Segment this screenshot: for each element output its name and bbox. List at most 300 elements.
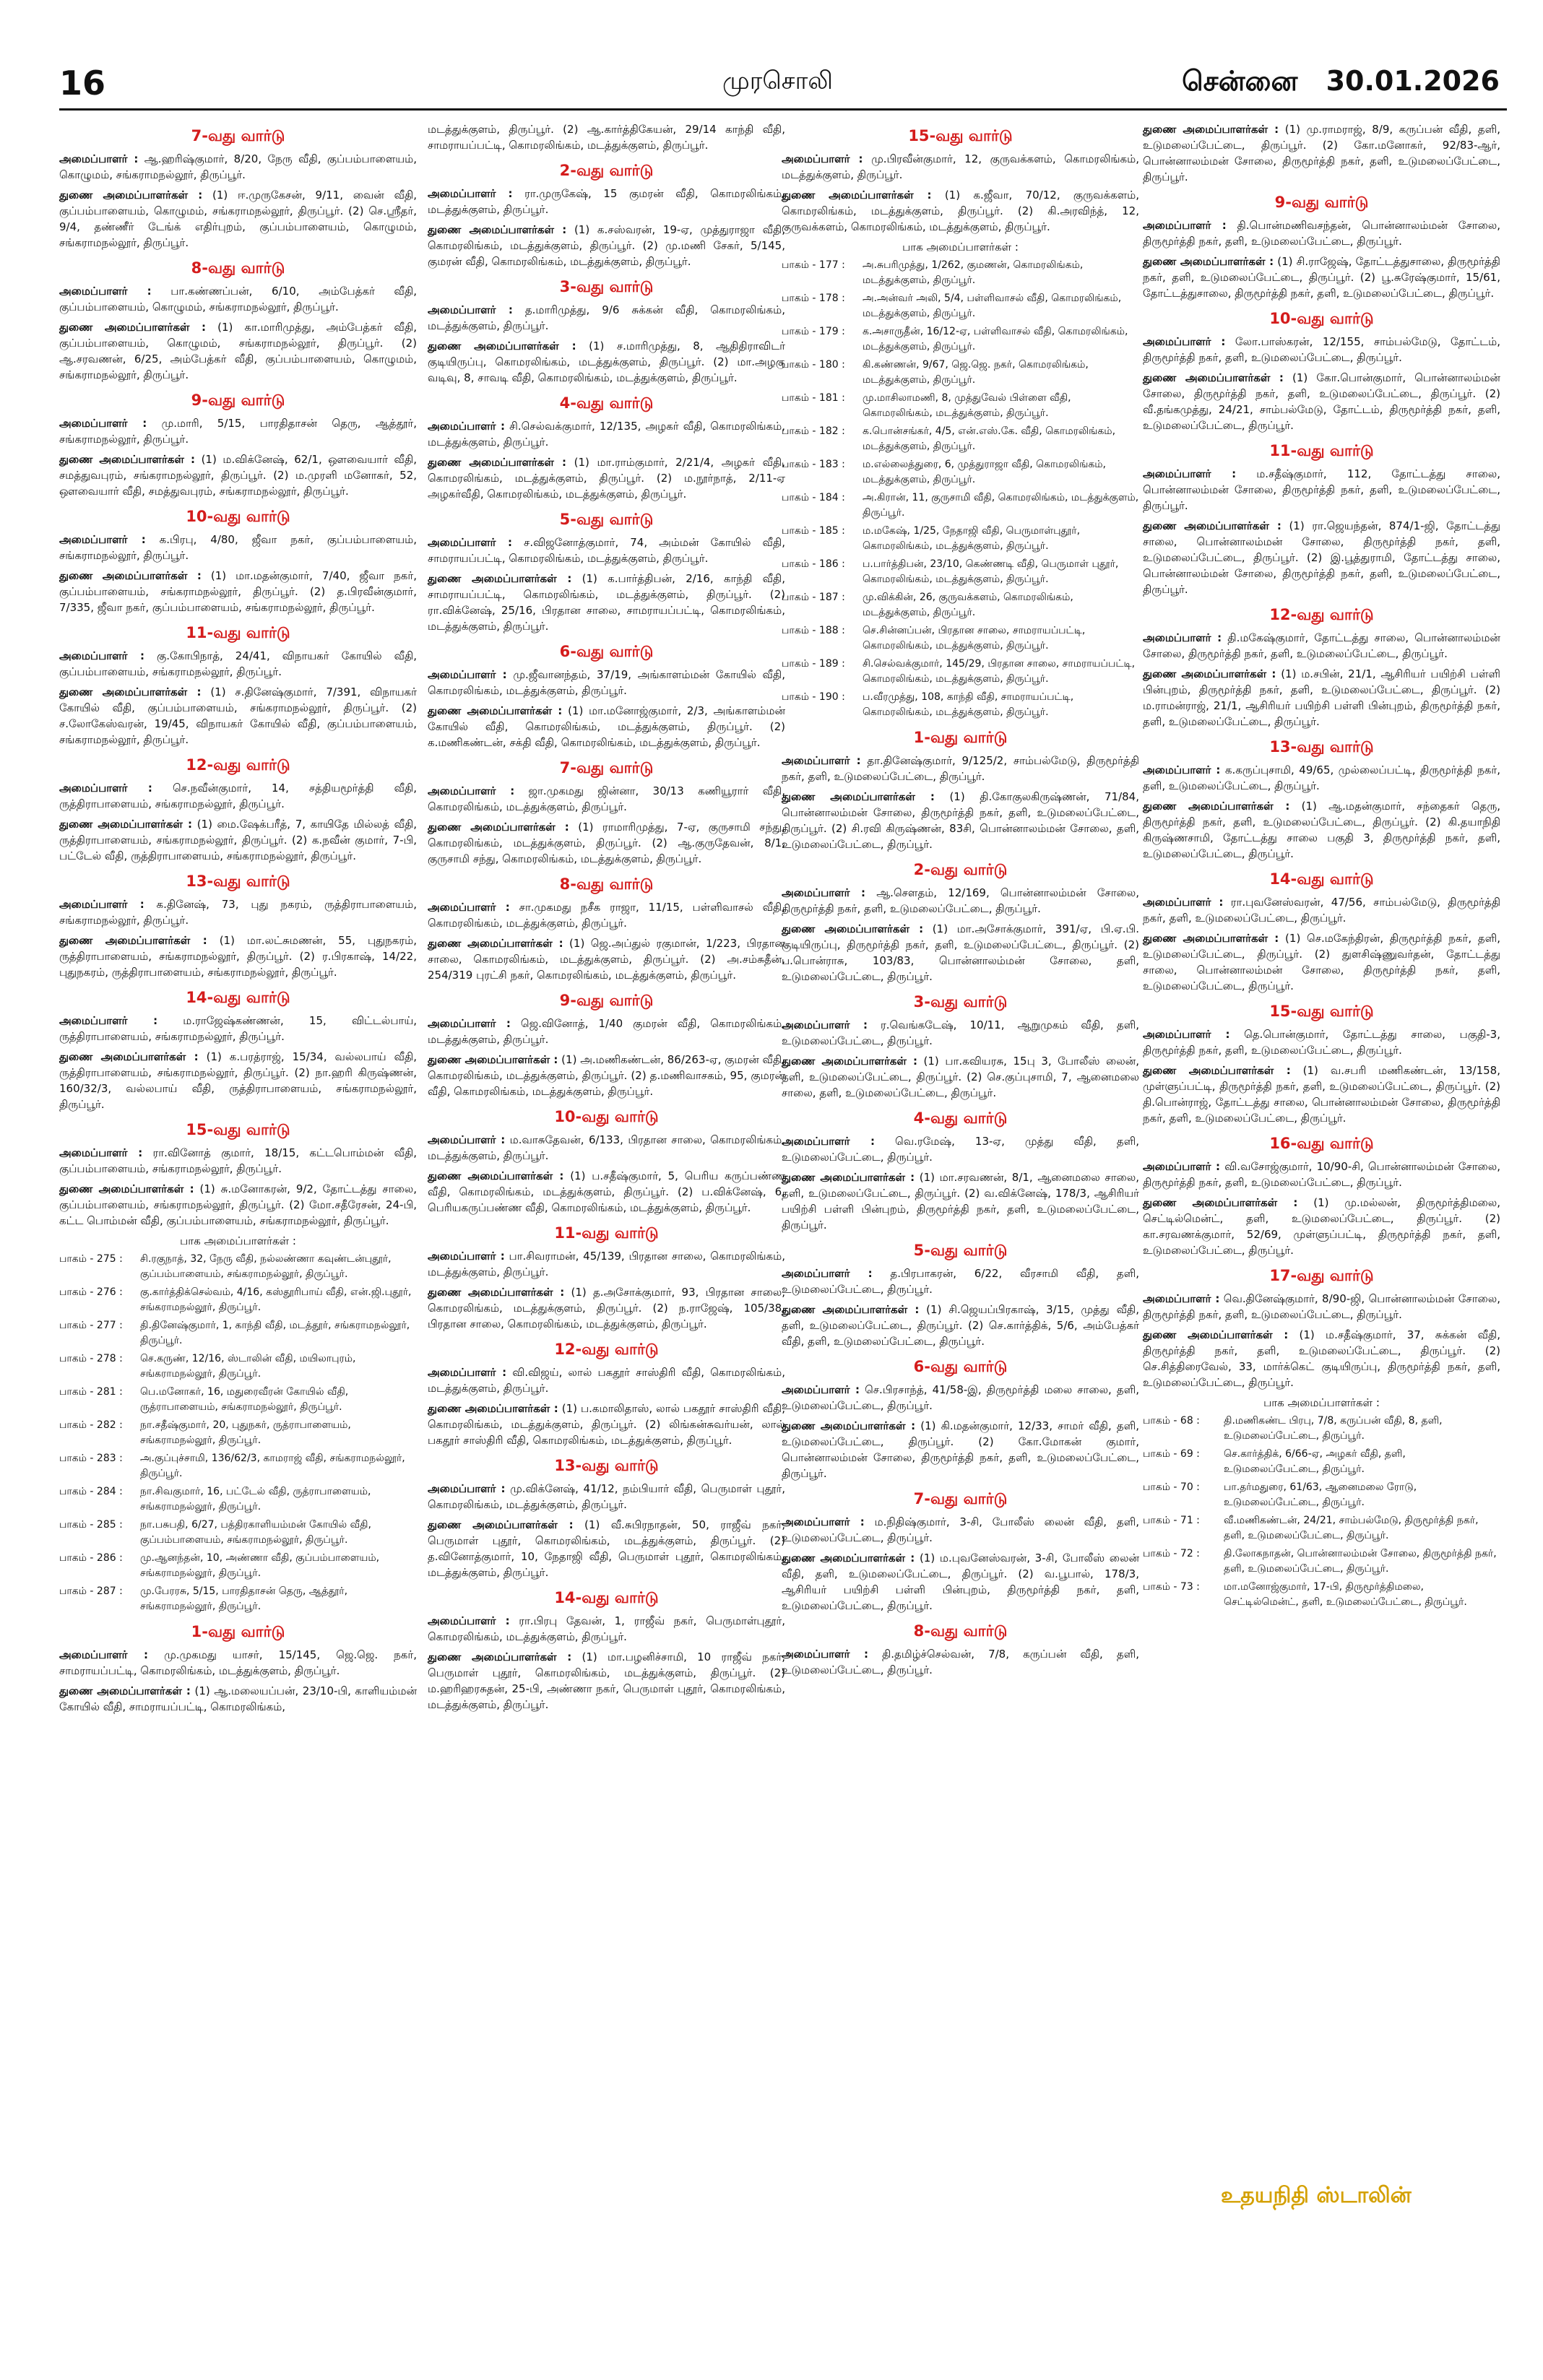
deputy-organizers-text: (1) ப.கமாலிதாஸ், லால் பகதூர் சாஸ்திரி வீதி, கொமரலிங்கம், மடத்துக்குளம், திருப்பூர். (2) லிங்கன்சுவர்யன், லால் பகதூர் சாஸ்திரி வீதி, கொமரலிங்கம், மடத்துக்குளம், திருப்பூர். [428, 1402, 785, 1447]
deputy-organizers-label: துணை அமைப்பாளர்கள் : [1143, 932, 1279, 945]
booth-organizer: தி.தினேஷ்குமார், 1, காந்தி வீதி, மடத்தூர், சங்கராமநல்லூர், திருப்பூர். [140, 1320, 410, 1346]
organizer-text: ரா.வினோத் குமார், 18/15, கட்டபொம்மன் வீதி, குப்பம்பாளையம், சங்கராமநல்லூர், திருப்பூர். [59, 1146, 417, 1175]
ward-title: 9-வது வார்டு [559, 992, 654, 1009]
organizer-text: வி.வசோஜ்குமார், 10/90-சி, பொன்னாலம்மன் சோலை, திருமூர்த்தி நகர், தளி, உடுமலைப்பேட்டை, திருப்பூர். [1143, 1160, 1500, 1189]
deputy-organizers-entry [428, 1052, 785, 1099]
booth-row [782, 623, 1139, 654]
organizer-label: அமைப்பாளர் : [59, 1146, 143, 1159]
ward-section [1143, 194, 1500, 301]
ward-title: 6-வது வார்டு [913, 1358, 1008, 1375]
ward-title: 5-வது வார்டு [559, 511, 654, 528]
organizer-entry [782, 1514, 1139, 1546]
booth-number: பாகம் - 281 : [59, 1386, 123, 1398]
organizer-entry [1143, 894, 1500, 926]
deputy-organizers-text: (1) மா.மதன்குமார், 7/40, ஜீவா நகர், குப்பம்பாளையம், சங்கராமநல்லூர், திருப்பூர். (2) த.பிரவீன்குமார், 7/335, ஜீவா நகர், குப்பம்பாளையம், சங்கராமநல்லூர், திருப்பூர். [59, 569, 417, 614]
ward-title: 10-வது வார்டு [186, 508, 290, 525]
ward-section [59, 127, 417, 251]
deputy-organizers-label: துணை அமைப்பாளர்கள் : [782, 1171, 915, 1184]
deputy-organizers-label: துணை அமைப்பாளர்கள் : [428, 1402, 558, 1415]
booth-row [1143, 1447, 1500, 1477]
organizer-text: க.பிரபு, 4/80, ஜீவா நகர், குப்பம்பாளையம், சங்கராமநல்லூர், திருப்பூர். [59, 533, 417, 562]
booth-organizer: ப.பார்த்திபன், 23/10, கெண்ணடி வீதி, பெருமாள் புதூர், கொமரலிங்கம், மடத்துக்குளம், திருப்பூர். [863, 558, 1119, 585]
column-4 [1143, 121, 1500, 1619]
booth-row [782, 490, 1139, 521]
deputy-organizers-entry [428, 338, 785, 386]
ward-section [59, 1121, 417, 1614]
organizer-text: ச.விஜனோத்குமார், 74, அம்மன் கோயில் வீதி, சாமராயப்பட்டி, கொமரலிங்கம், மடத்துக்குளம், திருப்பூர். [428, 536, 785, 565]
deputy-organizers-entry [428, 1517, 785, 1580]
booth-number: பாகம் - 180 : [782, 359, 845, 371]
organizer-label: அமைப்பாளர் : [428, 784, 515, 797]
deputy-organizers-entry [59, 816, 417, 864]
deputy-organizers-label: துணை அமைப்பாளர்கள் : [59, 321, 207, 334]
organizer-entry [428, 1016, 785, 1047]
booth-row [59, 1351, 417, 1382]
organizer-entry [428, 1132, 785, 1164]
organizer-entry [428, 899, 785, 931]
deputy-organizers-entry [1143, 1327, 1500, 1390]
booth-organizer: செ.சின்னப்பன், பிரதான சாலை, சாமராயப்பட்டி, கொமரலிங்கம், மடத்துக்குளம், திருப்பூர். [863, 625, 1086, 652]
deputy-organizers-entry [782, 1053, 1139, 1101]
organizer-label: அமைப்பாளர் : [1143, 1028, 1230, 1041]
booth-row [782, 391, 1139, 421]
ward-title: 3-வது வார்டு [913, 993, 1008, 1011]
deputy-organizers-text: (1) மா.லட்சுமணன், 55, புதுநகரம், ருத்திராபாளையம், சங்கராமநல்லூர், திருப்பூர். (2) ர.பிரகாஷ், 14/22, புதுநகரம், ருத்திராபாளையம், சங்கராமநல்லூர், திருப்பூர். [59, 934, 417, 979]
booth-organizer: ப.வீரமுத்து, 108, காந்தி வீதி, சாமராயப்பட்டி, கொமரலிங்கம், மடத்துக்குளம், திருப்பூர். [863, 691, 1074, 718]
booth-row [1143, 1546, 1500, 1577]
organizer-entry [59, 780, 417, 812]
organizer-label: அமைப்பாளர் : [782, 1515, 865, 1528]
booth-row [782, 657, 1139, 687]
organizer-label: அமைப்பாளர் : [782, 1267, 873, 1280]
deputy-organizers-text: (1) கி.மதன்குமார், 12/33, சாமர் வீதி, தளி, உடுமலைப்பேட்டை, திருப்பூர். (2) கோ.மோகன் குமார், பொன்னாலம்மன் சோலை, திருமூர்த்தி நகர், தளி, உடுமலைப்பேட்டை, திருப்பூர். [782, 1419, 1139, 1480]
booth-number: பாகம் - 70 : [1143, 1481, 1200, 1493]
organizer-label: அமைப்பாளர் : [782, 1383, 860, 1396]
ward-section [59, 391, 417, 499]
booth-number: பாகம் - 187 : [782, 592, 845, 603]
organizer-text: தெ.பொன்குமார், தோட்டத்து சாலை, பகுதி-3, திருமூர்த்தி நகர், தளி, உடுமலைப்பேட்டை, திருப்பூர். [1143, 1028, 1500, 1057]
organizer-text: லோ.பாஸ்கரன், 12/155, சாம்பல்மேடு, தோட்டம், திருமூர்த்தி நகர், தளி, உடுமலைப்பேட்டை, திருப்பூர். [1143, 335, 1500, 364]
booth-organizer: மு.பேரரசு, 5/15, பாரதிதாசன் தெரு, ஆத்தூர், சங்கராமநல்லூர், திருப்பூர். [140, 1585, 348, 1612]
booth-row [782, 358, 1139, 388]
deputy-organizers-label: துணை அமைப்பாளர்கள் : [59, 685, 202, 698]
deputy-organizers-entry [428, 454, 785, 502]
organizer-entry [428, 535, 785, 566]
organizer-entry [59, 532, 417, 563]
booth-organizer: க.பொன்சங்கர், 4/5, என்.எஸ்.கே. வீதி, கொமரலிங்கம், மடத்துக்குளம், திருப்பூர். [863, 425, 1116, 452]
booth-number: பாகம் - 189 : [782, 658, 845, 670]
ward-section [428, 875, 785, 983]
booth-number: பாகம் - 186 : [782, 558, 845, 570]
organizer-text: ஜெ.வினோத், 1/40 குமரன் வீதி, கொமரலிங்கம், மடத்துக்குளம், திருப்பூர். [428, 1017, 785, 1046]
deputy-organizers-label: துணை அமைப்பாளர்கள் : [59, 1050, 199, 1063]
organizer-label: அமைப்பாளர் : [428, 536, 512, 549]
organizer-label: அமைப்பாளர் : [1143, 1160, 1221, 1173]
ward-section [1143, 1003, 1500, 1126]
deputy-organizers-text: (1) மா.ராம்குமார், 2/21/4, அழகர் வீதி, கொமரலிங்கம், மடத்துக்குளம், திருப்பூர். (2) ம.நூர்நாத், 2/11-ஏ அழகர்வீதி, கொமரலிங்கம், மடத்துக்குளம், திருப்பூர். [428, 456, 785, 501]
organizer-entry [428, 1613, 785, 1645]
organizer-text: வெ.தினேஷ்குமார், 8/90-ஜி, பொன்னாலம்மன் சோலை, திருமூர்த்தி நகர், தளி, உடுமலைப்பேட்டை, திருப்பூர். [1143, 1292, 1500, 1321]
booth-organizer: மு.ஆனந்தன், 10, அண்ணா வீதி, குப்பம்பாளையம், சங்கராமநல்லூர், திருப்பூர். [140, 1552, 380, 1579]
deputy-organizers-label: துணை அமைப்பாளர்கள் : [59, 453, 195, 466]
booth-organizer: அ.சுபரிமுத்து, 1/262, குமணன், கொமரலிங்கம், மடத்துக்குளம், திருப்பூர். [863, 259, 1084, 286]
booth-number: பாகம் - 181 : [782, 392, 845, 404]
organizer-entry [59, 415, 417, 447]
organizer-label: அமைப்பாளர் : [428, 668, 507, 681]
organizer-text: மு.ஜீவானந்தம், 37/19, அங்காளம்மன் கோயில் வீதி, கொமரலிங்கம், மடத்துக்குளம், திருப்பூர். [428, 668, 785, 697]
deputy-organizers-label: துணை அமைப்பாளர்கள் : [1143, 1196, 1298, 1209]
column-3 [782, 121, 1139, 1687]
deputy-organizers-text: (1) க.பார்த்திபன், 2/16, காந்தி வீதி, சாமராயப்பட்டி, கொமரலிங்கம், மடத்துக்குளம், திருப்பூர். (2) ரா.விக்னேஷ், 25/16, பிரதான சாலை, சாமராயப்பட்டி, கொமரலிங்கம், மடத்துக்குளம், திருப்பூர். [428, 572, 785, 633]
deputy-organizers-label: துணை அமைப்பாளர்கள் : [59, 818, 193, 831]
booth-row [782, 590, 1139, 620]
ward-section [428, 511, 785, 634]
deputy-organizers-text: (1) ராமாரிமுத்து, 7-ஏ, குருசாமி சந்து, கொமரலிங்கம், மடத்துக்குளம், திருப்பூர். (2) ஆ.குருதேவன், 8/1, குருசாமி சந்து, கொமரலிங்கம், மடத்துக்குளம், திருப்பூர். [428, 821, 785, 865]
organizer-text: த.பிரபாகரன், 6/22, வீரசாமி வீதி, தளி, உடுமலைப்பேட்டை, திருப்பூர். [782, 1267, 1139, 1296]
ward-title: 4-வது வார்டு [559, 394, 654, 412]
organizer-text: ஜா.முகமது ஜின்னா, 30/13 கணியூரார் வீதி, கொமரலிங்கம், மடத்துக்குளம், திருப்பூர். [428, 784, 785, 813]
booth-row [59, 1551, 417, 1581]
ward-section [428, 759, 785, 867]
organizer-label: அமைப்பாளர் : [59, 1648, 148, 1661]
booth-row [59, 1484, 417, 1515]
deputy-organizers-text: (1) ரா.ஜெயந்தன், 874/1-ஜி, தோட்டத்து சாலை, பொன்னாலம்மன் சோலை, திருமூர்த்தி நகர், தளி, உடுமலைப்பேட்டை, திருப்பூர். (2) இ.பூத்துராமி, தோட்டத்து சாலை, பொன்னாலம்மன் சோலை, திருமூர்த்தி நகர், தளி, உடுமலைப்பேட்டை, திருப்பூர். [1143, 519, 1500, 596]
booth-number: பாகம் - 276 : [59, 1286, 123, 1298]
booth-organizer: மு.மாசிலாமணி, 8, முத்துவேல் பிள்ளை வீதி, கொமரலிங்கம், மடத்துக்குளம், திருப்பூர். [863, 392, 1071, 419]
deputy-organizers-label: துணை அமைப்பாளர்கள் : [59, 934, 207, 947]
deputy-organizers-label: துணை அமைப்பாளர்கள் : [782, 922, 924, 935]
deputy-organizers-label: துணை அமைப்பாளர்கள் : [428, 572, 572, 585]
deputy-organizers-text: (1) வீ.சுபிரநாதன், 50, ராஜீவ் நகர், பெருமாள் புதூர், கொமரலிங்கம், மடத்துக்குளம், திருப்பூர். (2) த.வினோத்குமார், 10, நேதாஜி வீதி, பெருமாள் புதூர், கொமரலிங்கம், மடத்துக்குளம், திருப்பூர். [428, 1518, 785, 1579]
ward-title: 16-வது வார்டு [1269, 1135, 1374, 1152]
organizer-text: சா.முகமது நசீக ராஜா, 11/15, பள்ளிவாசல் வீதி, கொமரலிங்கம், மடத்துக்குளம், திருப்பூர். [428, 901, 785, 930]
deputy-organizers-entry [428, 1649, 785, 1713]
organizer-entry [1143, 334, 1500, 365]
ward-section [59, 259, 417, 383]
booth-organizer: சி.ரகுநாத், 32, நேரு வீதி, நல்லண்ணா கவுண்டன்புதூர், குப்பம்பாளையம், சங்கராமநல்லூர், திருப்பூர். [140, 1253, 392, 1280]
organizer-label: அமைப்பாளர் : [428, 420, 506, 433]
booth-row [1143, 1414, 1500, 1444]
ward-title: 11-வது வார்டு [186, 624, 290, 641]
ward-title: 3-வது வார்டு [559, 278, 654, 295]
deputy-organizers-entry [428, 819, 785, 867]
booth-number: பாகம் - 282 : [59, 1419, 123, 1431]
ward-section [59, 624, 417, 748]
deputy-organizers-entry [428, 1284, 785, 1332]
organizer-text: மு.மாரி, 5/15, பாரதிதாசன் தெரு, ஆத்தூர், சங்கராமநல்லூர், திருப்பூர். [59, 417, 417, 446]
booth-row [59, 1584, 417, 1614]
organizer-label: அமைப்பாளர் : [428, 1017, 511, 1030]
deputy-organizers-text: (1) மு.மல்லன், திருமூர்த்திமலை, செட்டில்மென்ட், தளி, உடுமலைப்பேட்டை, திருப்பூர். (2) கா.சரவணக்குமார், 52/69, முள்ளுப்பட்டி, திருமூர்த்தி நகர், தளி, உடுமலைப்பேட்டை, திருப்பூர். [1143, 1196, 1500, 1257]
booth-row [59, 1518, 417, 1548]
city-date [1182, 65, 1500, 101]
organizer-entry [1143, 466, 1500, 514]
booth-row [782, 258, 1139, 288]
deputy-organizers-entry [428, 571, 785, 634]
organizer-entry [428, 1364, 785, 1396]
organizer-text: மு.முகமது யாசர், 15/145, ஜெ.ஜெ. நகர், சாமராயப்பட்டி, கொமரலிங்கம், மடத்துக்குளம், திருப்பூர். [59, 1648, 417, 1677]
deputy-organizers-text: (1) க.பரத்ராஜ், 15/34, வல்லபாய் வீதி, ருத்திராபாளையம், சங்கராமநல்லூர், திருப்பூர். (2) நா.ஹரி கிருஷ்ணன், 160/32/3, வல்லபாய் வீதி, ருத்திராபாளையம், சங்கராமநல்லூர், திருப்பூர். [59, 1050, 417, 1111]
deputy-organizers-text: (1) ம.சதீஷ்குமார், 37, சுக்கன் வீதி, திருமூர்த்தி நகர், தளி, உடுமலைப்பேட்டை, திருப்பூர். (2) செ.சித்திரைவேல், 33, மார்க்கெட் குடியிருப்பு, திருமூர்த்தி நகர், தளி, உடுமலைப்பேட்டை, திருப்பூர். [1143, 1328, 1500, 1389]
organizer-text: செ.பிரசாந்த், 41/58-இ, திருமூர்த்தி மலை சாலை, தளி, உடுமலைப்பேட்டை, திருப்பூர். [782, 1383, 1139, 1412]
organizer-entry [428, 302, 785, 334]
deputy-organizers-entry [1143, 1063, 1500, 1126]
ward-title: 8-வது வார்டு [559, 875, 654, 893]
newspaper-name: முரசொலி [722, 66, 833, 95]
booth-number: பாகம் - 68 : [1143, 1415, 1200, 1427]
organizer-entry [782, 1265, 1139, 1297]
ward-section [428, 992, 785, 1099]
booth-number: பாகம் - 278 : [59, 1353, 123, 1364]
deputy-organizers-text: (1) செ.மகேந்திரன், திருமூர்த்தி நகர், தளி, உடுமலைப்பேட்டை, திருப்பூர். (2) துளசிஷ்ணுவர்தன், தோட்டத்து சாலை, பொன்னாலம்மன் சோலை, திருமூர்த்தி நகர், தளி, உடுமலைப்பேட்டை, திருப்பூர். [1143, 932, 1500, 992]
ward-title: 1-வது வார்டு [191, 1623, 285, 1640]
booth-number: பாகம் - 190 : [782, 691, 845, 703]
organizer-text: ம.ராஜேஷ்கண்ணன், 15, விட்டல்பாய், ருத்திராபாளையம், சங்கராமநல்லூர், திருப்பூர். [59, 1014, 417, 1043]
organizer-label: அமைப்பாளர் : [782, 754, 861, 767]
organizer-text: பா.சிவராமன், 45/139, பிரதான சாலை, கொமரலிங்கம், மடத்துக்குளம், திருப்பூர். [428, 1250, 785, 1278]
deputy-organizers-entry [428, 1401, 785, 1448]
booth-number: பாகம் - 73 : [1143, 1581, 1200, 1593]
booth-row [782, 324, 1139, 355]
organizer-entry [59, 1647, 417, 1679]
deputy-organizers-entry [59, 568, 417, 615]
deputy-organizers-entry [428, 703, 785, 750]
booth-organizer: கி.கண்ணன், 9/67, ஜெ.ஜெ. நகர், கொமரலிங்கம், மடத்துக்குளம், திருப்பூர். [863, 359, 1089, 386]
deputy-organizers-entry [782, 789, 1139, 852]
deputy-organizers-entry [59, 1181, 417, 1229]
organizer-entry [782, 885, 1139, 917]
booth-organizer: க.அசாருதீன், 16/12-ஏ, பள்ளிவாசல் வீதி, கொமரலிங்கம், மடத்துக்குளம், திருப்பூர். [863, 326, 1128, 352]
deputy-organizers-text: (1) த.அசோக்குமார், 93, பிரதான சாலை, கொமரலிங்கம், மடத்துக்குளம், திருப்பூர். (2) ந.ராஜேஷ், 105/38, பிரதான சாலை, கொமரலிங்கம், மடத்துக்குளம், திருப்பூர். [428, 1286, 785, 1330]
ward-section [59, 873, 417, 980]
deputy-organizers-text: (1) ம.புவனேஸ்வரன், 3-சி, போலீஸ் லைன் வீதி, தளி, உடுமலைப்பேட்டை, திருப்பூர். (2) வ.பூபால், 178/3, ஆசிரியர் பயிற்சி பள்ளி பின்புறம், திருமூர்த்தி நகர், தளி, உடுமலைப்பேட்டை, திருப்பூர். [782, 1552, 1139, 1612]
organizer-label: அமைப்பாளர் : [1143, 467, 1237, 480]
deputy-organizers-entry [428, 222, 785, 269]
deputy-organizers-text: (1) பா.கவியரசு, 15பு 3, போலீஸ் லைன், தளி, உடுமலைப்பேட்டை, திருப்பூர். (2) செ.குப்புசாமி, 7, ஆனைமலை சாலை, தளி, உடுமலைப்பேட்டை, திருப்பூர். [782, 1055, 1139, 1099]
deputy-organizers-entry [1143, 121, 1500, 185]
deputy-organizers-text: (1) க.ஜீவா, 70/12, குருவக்களம், கொமரலிங்கம், மடத்துக்குளம், திருப்பூர். (2) கி.அரவிந்த், 12, குருவக்களம், கொமரலிங்கம், மடத்துக்குளம், திருப்பூர். [782, 189, 1139, 233]
organizer-label: அமைப்பாளர் : [428, 1250, 505, 1263]
booth-organizer: கு.கார்த்திக்செல்வம், 4/16, கஸ்தூரிபாய் வீதி, என்.ஜி.புதூர், சங்கராமநல்லூர், திருப்பூர். [140, 1286, 412, 1313]
deputy-organizers-label: துணை அமைப்பாளர்கள் : [782, 189, 932, 202]
booth-organizer: செ.கார்த்திக், 6/66-ஏ, அழகர் வீதி, தளி, உடுமலைப்பேட்டை, திருப்பூர். [1224, 1448, 1406, 1475]
ward-title: 13-வது வார்டு [1269, 738, 1374, 756]
booth-row [782, 557, 1139, 587]
booth-organizer: ம.எல்லைத்துரை, 6, முத்துராஜா வீதி, கொமரலிங்கம், மடத்துக்குளம், திருப்பூர். [863, 459, 1106, 485]
deputy-organizers-text: (1) ச.தினேஷ்குமார், 7/391, விநாயகர் கோயில் வீதி, குப்பம்பாளையம், சங்கராமநல்லூர், திருப்பூர். (2) ச.லோகேஸ்வரன், 19/45, விநாயகர் கோயில் வீதி, குப்பம்பாளையம், சங்கராமநல்லூர், திருப்பூர். [59, 685, 417, 746]
ward-title: 15-வது வார்டு [1269, 1003, 1374, 1020]
deputy-organizers-entry [59, 1683, 417, 1715]
organizer-entry [59, 1013, 417, 1044]
ward-title: 14-வது வார்டு [554, 1589, 659, 1606]
deputy-organizers-entry [782, 1418, 1139, 1481]
organizer-entry [428, 418, 785, 450]
ward-title: 7-வது வார்டு [559, 759, 654, 776]
booth-row [1143, 1513, 1500, 1544]
deputy-organizers-entry [59, 932, 417, 980]
booth-row [59, 1451, 417, 1481]
ward-section [59, 508, 417, 615]
ward-title: 2-வது வார்டு [913, 861, 1008, 878]
ward-section [1143, 738, 1500, 862]
deputy-organizers-text: (1) தி.கோகுலகிருஷ்ணன், 71/84, பொன்னாலம்மன் சோலை, திருமூர்த்தி நகர், தளி, உடுமலைப்பேட்டை, திருப்பூர். (2) சி.ரவி கிருஷ்ணன், 83சி, பொன்னாலம்மன் சோலை, தளி, உடுமலைப்பேட்டை, திருப்பூர். [782, 790, 1139, 851]
deputy-organizers-label: துணை அமைப்பாளர்கள் : [428, 1053, 558, 1066]
deputy-organizers-label: துணை அமைப்பாளர்கள் : [59, 569, 202, 582]
deputy-organizers-label: துணை அமைப்பாளர்கள் : [428, 1169, 564, 1182]
organizer-label: அமைப்பாளர் : [428, 1133, 506, 1146]
ward-title: 12-வது வார்டு [186, 756, 290, 774]
organizer-label: அமைப்பாளர் : [782, 886, 866, 899]
booth-organizer: பா.தர்மதுரை, 61/63, ஆனைமலை ரோடு, உடுமலைப்பேட்டை, திருப்பூர். [1224, 1481, 1417, 1508]
deputy-organizers-text: (1) கா.மாரிமுத்து, அம்பேத்கர் வீதி, குப்பம்பாளையம், கொழுமம், சங்கராமநல்லூர், திருப்பூர். (2) ஆ.சரவணன், 6/25, அம்பேத்கர் வீதி, குப்பம்பாளையம், கொழுமம், சங்கராமநல்லூர், திருப்பூர். [59, 321, 417, 381]
organizer-text: வி.விஜய், லால் பகதூர் சாஸ்திரி வீதி, கொமரலிங்கம், மடத்துக்குளம், திருப்பூர். [428, 1366, 785, 1395]
organizer-label: அமைப்பாளர் : [59, 533, 146, 546]
booth-organizers-heading: பாக அமைப்பாளர்கள் : [180, 1234, 296, 1247]
organizer-entry [428, 783, 785, 815]
ward-section [428, 1108, 785, 1216]
deputy-organizers-text: (1) ம.விக்னேஷ், 62/1, ஔவையார் வீதி, சமத்துவபுரம், சங்கராமநல்லூர், திருப்பூர். (2) ம.முரளி மனோகர், 52, ஔவையார் வீதி, சமத்துவபுரம், சங்கராமநல்லூர், திருப்பூர். [59, 453, 417, 498]
ward-title: 14-வது வார்டு [186, 989, 290, 1006]
booth-number: பாகம் - 287 : [59, 1585, 123, 1597]
booth-number: பாகம் - 177 : [782, 259, 845, 271]
booth-organizer: அ.கிரான், 11, குருசாமி வீதி, கொமரலிங்கம், மடத்துக்குளம், திருப்பூர். [863, 492, 1139, 519]
deputy-organizers-text: (1) க.சஸ்வரன், 19-ஏ, முத்துராஜா வீதி, கொமரலிங்கம், மடத்துக்குளம், திருப்பூர். (2) மு.மணி சேகர், 5/145, குமரன் வீதி, கொமரலிங்கம், மடத்துக்குளம், திருப்பூர். [428, 223, 785, 268]
organizer-label: அமைப்பாளர் : [59, 782, 152, 795]
deputy-organizers-entry [782, 1302, 1139, 1349]
booth-number: பாகம் - 275 : [59, 1253, 123, 1265]
ward-section [1143, 870, 1500, 994]
organizer-label: அமைப்பாளர் : [59, 1014, 158, 1027]
booth-number: பாகம் - 71 : [1143, 1515, 1200, 1526]
ward-title: 9-வது வார்டு [191, 391, 285, 409]
header-rule [59, 108, 1507, 111]
ward-section [428, 1457, 785, 1580]
deputy-organizers-entry [1143, 666, 1500, 730]
booth-number: பாகம் - 285 : [59, 1519, 123, 1531]
deputy-organizers-label: துணை அமைப்பாளர்கள் : [428, 821, 569, 834]
organizer-text: க.தினேஷ், 73, புது நகரம், ருத்திராபாளையம், சங்கராமநல்லூர், திருப்பூர். [59, 898, 417, 927]
booth-organizer: ம.மகேஷ், 1/25, நேதாஜி வீதி, பெருமாள்புதூர், கொமரலிங்கம், மடத்துக்குளம், திருப்பூர். [863, 525, 1081, 552]
deputy-organizers-entry [1143, 254, 1500, 301]
organizer-label: அமைப்பாளர் : [59, 649, 144, 662]
ward-title: 11-வது வார்டு [554, 1224, 659, 1242]
booth-row [59, 1418, 417, 1448]
booth-row [782, 690, 1139, 720]
ward-title: 7-வது வார்டு [913, 1490, 1008, 1507]
booth-organizer: நா.சதீஷ்குமார், 20, புதுநகர், ருத்ராபாளையம், சங்கராமநல்லூர், திருப்பூர். [140, 1419, 351, 1446]
deputy-organizers-label: துணை அமைப்பாளர்கள் : [59, 1684, 191, 1697]
ward-title: 12-வது வார்டு [1269, 606, 1374, 623]
ward-section [1143, 310, 1500, 433]
column-1 [59, 121, 417, 1723]
deputy-organizers-text: (1) சு.மனோகரன், 9/2, தோட்டத்து சாலை, குப்பம்பாளையம், சங்கராமநல்லூர், திருப்பூர். (2) மோ.சதீரேசன், 24-பி, கட்ட பொம்மன் வீதி, குப்பம்பாளையம், சங்கராமநல்லூர், திருப்பூர். [59, 1182, 417, 1227]
deputy-organizers-label: துணை அமைப்பாளர்கள் : [428, 339, 576, 352]
ward-section [782, 1109, 1139, 1233]
ward-section [428, 278, 785, 386]
deputy-organizers-label: துணை அமைப்பாளர்கள் : [428, 704, 563, 717]
organizer-entry [1143, 1026, 1500, 1058]
issue-date: 30.01.2026 [1326, 65, 1500, 97]
booth-row [782, 424, 1139, 454]
deputy-organizers-text: (1) மு.ராமராஜ், 8/9, கருப்பன் வீதி, தளி, உடுமலைப்பேட்டை, திருப்பூர். (2) கோ.மனோகர், 92/83-ஆர், பொன்னாலம்மன் சோலை, திருமூர்த்தி நகர், தளி, உடுமலைப்பேட்டை, திருப்பூர். [1143, 123, 1500, 183]
organizer-label: அமைப்பாளர் : [59, 285, 152, 298]
ward-section [782, 729, 1139, 852]
booth-number: பாகம் - 184 : [782, 492, 845, 503]
ward-title: 11-வது வார்டு [1269, 442, 1374, 459]
booth-row [782, 291, 1139, 321]
deputy-organizers-label: துணை அமைப்பாளர்கள் : [59, 189, 203, 202]
deputy-organizers-entry [59, 319, 417, 383]
deputy-organizers-entry [782, 1550, 1139, 1614]
deputy-organizers-entry [428, 935, 785, 983]
booth-organizer: சி.செல்வக்குமார், 145/29, பிரதான சாலை, சாமராயப்பட்டி, கொமரலிங்கம், மடத்துக்குளம், திருப்பூர். [863, 658, 1136, 685]
booth-organizer: நா.பசுபதி, 6/27, பத்திரகாளியம்மன் கோயில் வீதி, குப்பம்பாளையம், சங்கராமநல்லூர், திருப்பூர். [140, 1519, 371, 1546]
deputy-organizers-label: துணை அமைப்பாளர்கள் : [782, 1055, 917, 1068]
ward-title: 14-வது வார்டு [1269, 870, 1374, 888]
ward-section [1143, 121, 1500, 185]
organizer-entry [1143, 1291, 1500, 1323]
booth-row [782, 457, 1139, 488]
deputy-organizers-label: துணை அமைப்பாளர்கள் : [782, 1303, 920, 1316]
organizer-entry [1143, 630, 1500, 662]
deputy-organizers-text: (1) ஆ.மலையப்பன், 23/10-பி, காளியம்மன் கோயில் வீதி, சாமராயப்பட்டி, கொமரலிங்கம், [59, 1684, 417, 1713]
ward-title: 8-வது வார்டு [191, 259, 285, 277]
page-header [0, 0, 1543, 101]
city: சென்னை [1182, 65, 1298, 97]
ward-section [428, 1341, 785, 1448]
organizer-entry [1143, 217, 1500, 249]
organizer-entry [59, 151, 417, 183]
ward-title: 13-வது வார்டு [554, 1457, 659, 1474]
deputy-organizers-entry [1143, 798, 1500, 862]
organizer-text: கு.கோபிநாத், 24/41, விநாயகர் கோயில் வீதி, குப்பம்பாளையம், சங்கராமநல்லூர், திருப்பூர். [59, 649, 417, 678]
booth-number: பாகம் - 185 : [782, 525, 845, 537]
deputy-organizers-text: (1) வ.சபரி மணிகண்டன், 13/158, முள்ளுப்பட்டி, திருமூர்த்தி நகர், தளி, உடுமலைப்பேட்டை, திருப்பூர். (2) தி.பொன்ராஜ், தோட்டத்து சாலை, பொன்னாலம்மன் சோலை, திருமூர்த்தி நகர், தளி, உடுமலைப்பேட்டை, திருப்பூர். [1143, 1064, 1500, 1125]
ward-title: 5-வது வார்டு [913, 1242, 1008, 1259]
deputy-organizers-text: (1) மை.ஷேக்பரீத், 7, காயிதே மில்லத் வீதி, ருத்திராபாளையம், சங்கராமநல்லூர், திருப்பூர். (2) க.நவீன் குமார், 7-பி, பட்டேல் வீதி, ருத்திராபாளையம், சங்கராமநல்லூர், திருப்பூர். [59, 818, 417, 862]
continued-text: மடத்துக்குளம், திருப்பூர். (2) ஆ.கார்த்திகேயன், 29/14 காந்தி வீதி, சாமராயப்பட்டி, கொமரலிங்கம், மடத்துக்குளம், திருப்பூர். [428, 123, 785, 152]
organizer-text: ம.வாசுதேவன், 6/133, பிரதான சாலை, கொமரலிங்கம், மடத்துக்குளம், திருப்பூர். [428, 1133, 785, 1162]
deputy-organizers-label: துணை அமைப்பாளர்கள் : [428, 1286, 565, 1299]
organizer-entry [782, 1646, 1139, 1678]
deputy-organizers-label: துணை அமைப்பாளர்கள் : [428, 1518, 574, 1531]
organizer-label: அமைப்பாளர் : [782, 1648, 868, 1661]
organizer-label: அமைப்பாளர் : [428, 303, 513, 316]
organizer-text: ம.நிதிஷ்குமார், 3-சி, போலீஸ் லைன் வீதி, தளி, உடுமலைப்பேட்டை, திருப்பூர். [782, 1515, 1139, 1544]
booth-row [59, 1318, 417, 1349]
ward-section [1143, 1267, 1500, 1610]
organizer-text: ஆ.செளதம், 12/169, பொன்னாலம்மன் சோலை, திருமூர்த்தி நகர், தளி, உடுமலைப்பேட்டை, திருப்பூர். [782, 886, 1139, 915]
organizer-entry [782, 151, 1139, 183]
organizer-text: தி.பொன்மணிவசந்தன், பொன்னாலம்மன் சோலை, திருமூர்த்தி நகர், தளி, உடுமலைப்பேட்டை, திருப்பூர். [1143, 219, 1500, 248]
ward-section [428, 162, 785, 269]
deputy-organizers-label: துணை அமைப்பாளர்கள் : [59, 1182, 194, 1195]
deputy-organizers-label: துணை அமைப்பாளர்கள் : [1143, 123, 1279, 136]
deputy-organizers-entry [1143, 370, 1500, 433]
organizer-entry [1143, 1159, 1500, 1190]
organizer-text: க.கருப்புசாமி, 49/65, முல்லைப்பட்டி, திருமூர்த்தி நகர், தளி, உடுமலைப்பேட்டை, திருப்பூர். [1143, 763, 1500, 792]
deputy-organizers-label: துணை அமைப்பாளர்கள் : [1143, 1064, 1291, 1077]
booth-organizer: தி.லோகநாதன், பொன்னாலம்மன் சோலை, திருமூர்த்தி நகர், தளி, உடுமலைப்பேட்டை, திருப்பூர். [1224, 1548, 1497, 1575]
deputy-organizers-label: துணை அமைப்பாளர்கள் : [782, 1419, 916, 1432]
deputy-organizers-entry [782, 187, 1139, 235]
deputy-organizers-entry [59, 187, 417, 251]
ward-section [428, 394, 785, 502]
deputy-organizers-text: (1) மா.சரவணன், 8/1, ஆனைமலை சாலை, தளி, உடுமலைப்பேட்டை, திருப்பூர். (2) வ.விக்னேஷ், 178/3, ஆசிரியர் பயிற்சி பள்ளி பின்புறம், திருமூர்த்தி நகர், தளி, உடுமலைப்பேட்டை, திருப்பூர். [782, 1171, 1139, 1232]
organizer-text: வெ.ரமேஷ், 13-ஏ, முத்து வீதி, தளி, உடுமலைப்பேட்டை, திருப்பூர். [782, 1135, 1139, 1164]
organizer-label: அமைப்பாளர் : [782, 1135, 875, 1148]
deputy-organizers-text: (1) ச.மாரிமுத்து, 8, ஆதிதிராவிடர் குடியிருப்பு, கொமரலிங்கம், மடத்துக்குளம், திருப்பூர். (2) மா.அழகு வடிவு, 8, சாவடி வீதி, கொமரலிங்கம், மடத்துக்குளம், திருப்பூர். [428, 339, 785, 384]
